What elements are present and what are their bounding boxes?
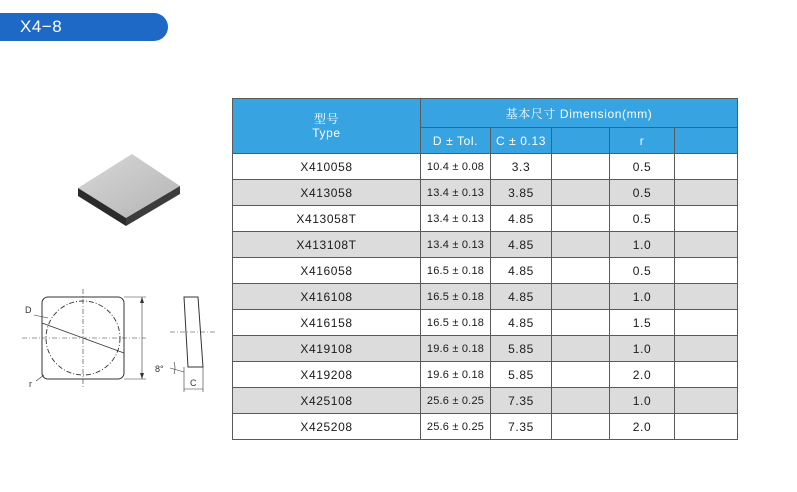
table-row <box>233 310 738 336</box>
c-cell: 5.85 <box>491 362 552 388</box>
type-cell: X416108 <box>233 284 421 310</box>
c-header: C ± 0.13 <box>491 128 552 154</box>
r-cell: 2.0 <box>610 414 675 440</box>
c-cell: 7.35 <box>491 414 552 440</box>
c-cell: 4.85 <box>491 258 552 284</box>
r-cell: 0.5 <box>610 180 675 206</box>
table-row <box>233 336 738 362</box>
table-row <box>233 232 738 258</box>
blank-cell <box>552 284 610 310</box>
blank-cell <box>552 232 610 258</box>
table-row <box>233 206 738 232</box>
d-cell: 19.6 ± 0.18 <box>421 362 491 388</box>
blank-cell <box>552 154 610 180</box>
type-cell: X416058 <box>233 258 421 284</box>
blank-cell <box>675 284 738 310</box>
blank-cell <box>675 258 738 284</box>
d-cell: 13.4 ± 0.13 <box>421 232 491 258</box>
d-cell: 16.5 ± 0.18 <box>421 284 491 310</box>
type-cell: X416158 <box>233 310 421 336</box>
c-cell: 3.3 <box>491 154 552 180</box>
c-cell: 7.35 <box>491 388 552 414</box>
type-cell: X413108T <box>233 232 421 258</box>
blank-cell <box>675 388 738 414</box>
d-cell: 19.6 ± 0.18 <box>421 336 491 362</box>
d-cell: 13.4 ± 0.13 <box>421 206 491 232</box>
d-cell: 10.4 ± 0.08 <box>421 154 491 180</box>
type-cell: X410058 <box>233 154 421 180</box>
table-row <box>233 388 738 414</box>
d-tol-header: D ± Tol. <box>421 128 491 154</box>
blank-cell <box>675 206 738 232</box>
r-cell: 0.5 <box>610 154 675 180</box>
r-cell: 0.5 <box>610 258 675 284</box>
table-row <box>233 180 738 206</box>
table-row <box>233 284 738 310</box>
blank-cell <box>552 388 610 414</box>
type-cell: X419108 <box>233 336 421 362</box>
blank-cell <box>675 310 738 336</box>
label-angle: 8° <box>155 364 164 374</box>
blank-cell <box>552 206 610 232</box>
blank-cell <box>675 180 738 206</box>
blank-cell <box>675 232 738 258</box>
r-cell: 1.0 <box>610 388 675 414</box>
type-cell: X419208 <box>233 362 421 388</box>
table-row <box>233 362 738 388</box>
c-cell: 4.85 <box>491 206 552 232</box>
blank-cell <box>675 414 738 440</box>
r-cell: 1.0 <box>610 232 675 258</box>
label-c: C <box>190 378 197 388</box>
type-header-cn: 型号 <box>313 112 340 126</box>
r-cell: 0.5 <box>610 206 675 232</box>
blank-cell <box>675 362 738 388</box>
blank-cell <box>552 310 610 336</box>
table-row <box>233 258 738 284</box>
r-cell: 1.0 <box>610 284 675 310</box>
blank-cell <box>552 180 610 206</box>
c-cell: 5.85 <box>491 336 552 362</box>
square-insert-icon <box>74 150 184 230</box>
type-cell: X413058 <box>233 180 421 206</box>
r-header: r <box>610 128 675 154</box>
type-header <box>233 99 421 154</box>
front-view-drawing <box>22 285 162 390</box>
r-cell: 2.0 <box>610 362 675 388</box>
table-row <box>233 414 738 440</box>
blank-cell <box>552 336 610 362</box>
blank-cell <box>552 414 610 440</box>
dimension-header: 基本尺寸 Dimension(mm) <box>421 99 738 128</box>
blank-cell <box>675 336 738 362</box>
d-cell: 25.6 ± 0.25 <box>421 388 491 414</box>
spec-table <box>232 98 738 440</box>
type-header-en: Type <box>312 126 341 140</box>
label-d: D <box>25 305 32 315</box>
type-cell: X413058T <box>233 206 421 232</box>
d-cell: 16.5 ± 0.18 <box>421 258 491 284</box>
blank-header <box>675 128 738 154</box>
d-cell: 16.5 ± 0.18 <box>421 310 491 336</box>
page-title: X4−8 <box>0 13 168 41</box>
type-cell: X425108 <box>233 388 421 414</box>
c-cell: 4.85 <box>491 232 552 258</box>
side-view-drawing <box>150 288 225 398</box>
d-cell: 13.4 ± 0.13 <box>421 180 491 206</box>
r-cell: 1.5 <box>610 310 675 336</box>
blank-header <box>552 128 610 154</box>
type-cell: X425208 <box>233 414 421 440</box>
c-cell: 4.85 <box>491 310 552 336</box>
c-cell: 3.85 <box>491 180 552 206</box>
table-header-row <box>233 99 738 128</box>
table-row <box>233 154 738 180</box>
d-cell: 25.6 ± 0.25 <box>421 414 491 440</box>
label-r: r <box>29 379 32 389</box>
r-cell: 1.0 <box>610 336 675 362</box>
c-cell: 4.85 <box>491 284 552 310</box>
blank-cell <box>552 362 610 388</box>
blank-cell <box>675 154 738 180</box>
blank-cell <box>552 258 610 284</box>
